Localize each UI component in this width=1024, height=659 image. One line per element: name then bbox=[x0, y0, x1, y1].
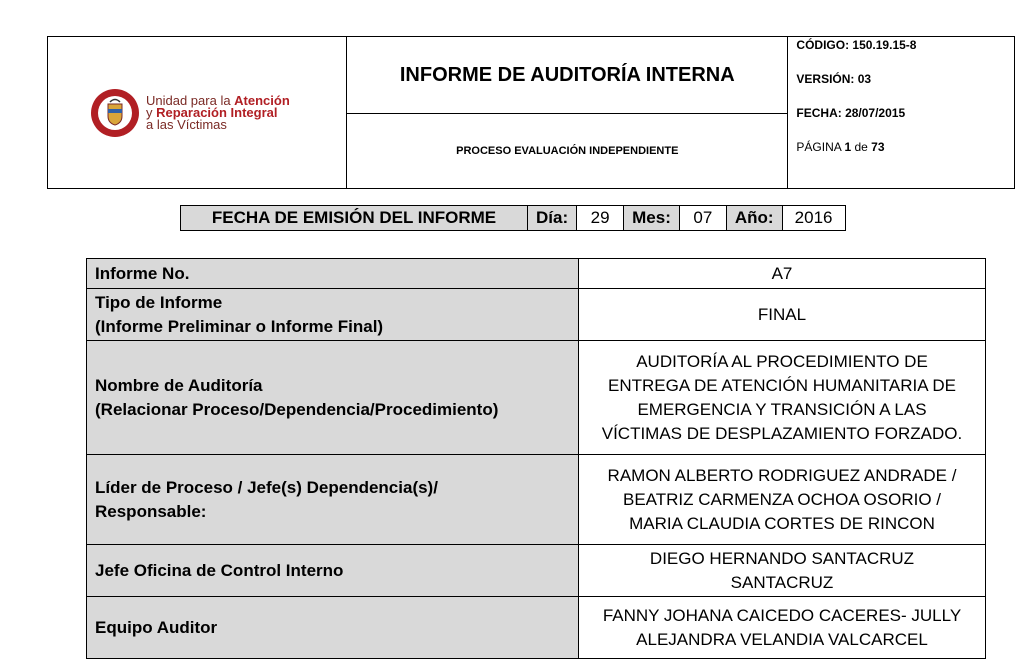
month-value: 07 bbox=[679, 206, 726, 231]
table-row bbox=[87, 455, 986, 545]
table-row bbox=[87, 289, 986, 341]
control-head-label: Jefe Oficina de Control Interno bbox=[87, 545, 579, 597]
logo-wordmark: Unidad para la Atención y Reparación Integral a las Víctimas bbox=[146, 92, 290, 132]
coat-of-arms-icon bbox=[90, 88, 140, 138]
year-value: 2016 bbox=[782, 206, 845, 231]
process-leader-value: RAMON ALBERTO RODRIGUEZ ANDRADE / BEATRIZ CARMENZA OCHOA OSORIO / MARIA CLAUDIA CORTES DE RINCON bbox=[579, 455, 986, 545]
report-number-label: Informe No. bbox=[87, 259, 579, 289]
logo-cell bbox=[48, 37, 347, 189]
table-row bbox=[87, 259, 986, 289]
audit-team-value: FANNY JOHANA CAICEDO CACERES- JULLY ALEJANDRA VELANDIA VALCARCEL bbox=[579, 597, 986, 659]
document-date: FECHA: 28/07/2015 bbox=[796, 106, 906, 120]
table-row bbox=[87, 597, 986, 659]
emission-date-label: FECHA DE EMISIÓN DEL INFORME bbox=[181, 206, 528, 231]
process-subtitle: PROCESO EVALUACIÓN INDEPENDIENTE bbox=[347, 114, 788, 189]
document-version: VERSIÓN: 03 bbox=[796, 72, 872, 86]
day-label: Día: bbox=[528, 206, 577, 231]
process-leader-label: Líder de Proceso / Jefe(s) Dependencia(s)/ Responsable: bbox=[87, 455, 579, 545]
document-header bbox=[47, 36, 1015, 189]
table-row bbox=[87, 341, 986, 455]
page-counter: PÁGINA 1 de 73 bbox=[796, 140, 885, 154]
audit-info-table bbox=[86, 258, 986, 659]
audit-name-label: Nombre de Auditoría (Relacionar Proceso/Dependencia/Procedimiento) bbox=[87, 341, 579, 455]
control-head-value: DIEGO HERNANDO SANTACRUZ SANTACRUZ bbox=[579, 545, 986, 597]
month-label: Mes: bbox=[624, 206, 680, 231]
audit-name-value: AUDITORÍA AL PROCEDIMIENTO DE ENTREGA DE ATENCIÓN HUMANITARIA DE EMERGENCIA Y TRANSICIÓN A LAS VÍCTIMAS DE DESPLAZAMIENTO FORZADO. bbox=[579, 341, 986, 455]
day-value: 29 bbox=[577, 206, 624, 231]
report-number-value: A7 bbox=[579, 259, 986, 289]
report-title: INFORME DE AUDITORÍA INTERNA bbox=[347, 37, 788, 114]
report-type-label: Tipo de Informe (Informe Preliminar o Informe Final) bbox=[87, 289, 579, 341]
table-row bbox=[87, 545, 986, 597]
audit-team-label: Equipo Auditor bbox=[87, 597, 579, 659]
year-label: Año: bbox=[726, 206, 782, 231]
report-type-value: FINAL bbox=[579, 289, 986, 341]
emission-date-bar bbox=[180, 205, 846, 231]
document-metadata bbox=[788, 37, 1015, 189]
document-code: CÓDIGO: 150.19.15-8 bbox=[796, 38, 917, 52]
entity-logo bbox=[48, 88, 346, 138]
